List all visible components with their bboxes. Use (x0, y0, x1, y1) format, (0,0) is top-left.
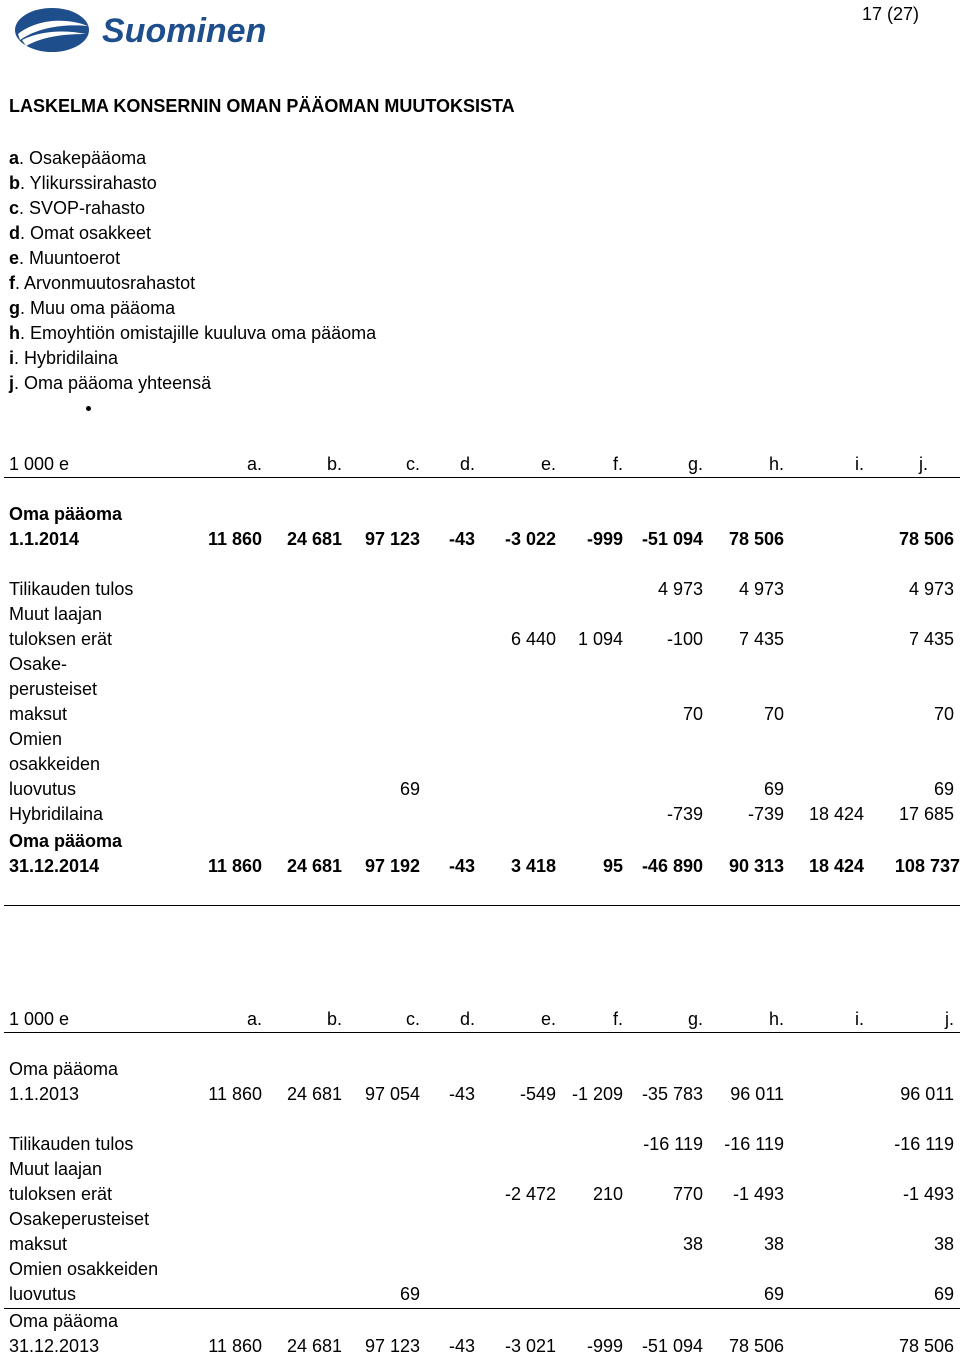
cell-label: luovutus (9, 1284, 77, 1304)
cell-j: 69 (933, 1284, 954, 1304)
cell-h: h. (768, 1009, 784, 1029)
cell-h: 4 973 (738, 579, 784, 599)
cell-g: -51 094 (641, 1336, 703, 1356)
cell-j: -16 119 (894, 1134, 954, 1154)
cell-i: 18 424 (808, 856, 864, 876)
cell-i: i. (855, 1009, 864, 1029)
equity-table-2014 (4, 452, 960, 912)
table-row-closing (4, 1334, 960, 1359)
cell-f: 210 (592, 1184, 623, 1204)
cell-d: -43 (448, 1336, 475, 1356)
equity-table-2013 (4, 1007, 960, 1355)
cell-j: 78 506 (898, 529, 954, 549)
cell-b: b. (326, 454, 342, 474)
cell-g: -16 119 (643, 1134, 703, 1154)
cell-e: e. (540, 1009, 556, 1029)
cell-h: h. (768, 454, 784, 474)
table-row-label: Oma pääoma (9, 504, 123, 524)
cell-j: 70 (933, 704, 954, 724)
cell-b: 24 681 (286, 1336, 342, 1356)
cell-g: -51 094 (641, 529, 703, 549)
cell-h: -1 493 (732, 1184, 784, 1204)
legend-item-b: b. Ylikurssirahasto (9, 173, 157, 193)
cell-label: maksut (9, 704, 68, 724)
cell-h: 78 506 (728, 1336, 784, 1356)
cell-label: 1.1.2014 (9, 529, 80, 549)
legend-item-f: f. Arvonmuutosrahastot (9, 273, 196, 293)
cell-j: 78 506 (898, 1336, 954, 1356)
cell-j: 69 (933, 779, 954, 799)
table-row-label: Muut laajan (9, 604, 103, 624)
cell-a: a. (246, 1009, 262, 1029)
table-header-row (4, 452, 960, 477)
legend-item-e: e. Muuntoerot (9, 248, 121, 268)
table-row-label: Omien (9, 729, 63, 749)
cell-e: 6 440 (510, 629, 556, 649)
cell-label: 1.1.2013 (9, 1084, 80, 1104)
cell-label: tuloksen erät (9, 1184, 113, 1204)
legend-item-a: a. Osakepääoma (9, 148, 147, 168)
logo-wordmark: Suominen (102, 12, 267, 50)
table-row-label: osakkeiden (9, 754, 101, 774)
header-divider (4, 477, 960, 478)
cell-g: 4 973 (657, 579, 703, 599)
suominen-logo (8, 4, 308, 56)
cell-e: e. (540, 454, 556, 474)
cell-d: d. (459, 1009, 475, 1029)
table-row-label: Muut laajan (9, 1159, 103, 1179)
cell-d: -43 (448, 856, 475, 876)
cell-g: -46 890 (641, 856, 703, 876)
cell-b: 24 681 (286, 1084, 342, 1104)
table-row-oci (4, 627, 960, 652)
cell-f: -999 (586, 529, 623, 549)
cell-h: 69 (763, 779, 784, 799)
cell-f: -999 (586, 1336, 623, 1356)
cell-g: 770 (672, 1184, 703, 1204)
table-header-row (4, 1007, 960, 1032)
logo-mark-icon (15, 8, 89, 52)
header-divider (4, 1032, 960, 1033)
cell-h: 38 (763, 1234, 784, 1254)
cell-d: -43 (448, 529, 475, 549)
cell-g: -739 (666, 804, 703, 824)
table-row-closing (4, 854, 960, 879)
cell-h: -16 119 (724, 1134, 784, 1154)
cell-f: f. (612, 454, 623, 474)
table-row-label: perusteiset (9, 679, 98, 699)
bullet-dot (86, 406, 91, 411)
table-row-label: Oma pääoma (9, 1059, 119, 1079)
cell-f: -1 209 (571, 1084, 623, 1104)
cell-label: 31.12.2013 (9, 1336, 100, 1356)
table-row-treasury (4, 1282, 960, 1307)
cell-h: 78 506 (728, 529, 784, 549)
cell-a: 11 860 (207, 529, 262, 549)
cell-c: 97 123 (364, 1336, 420, 1356)
legend-item-c: c. SVOP-rahasto (9, 198, 146, 218)
table-row-opening (4, 527, 960, 552)
cell-a: 11 860 (207, 856, 262, 876)
cell-e: -549 (519, 1084, 556, 1104)
cell-h: 96 011 (730, 1084, 784, 1104)
cell-f: f. (612, 1009, 623, 1029)
cell-c: 69 (399, 1284, 420, 1304)
cell-h: 7 435 (738, 629, 784, 649)
cell-label: Hybridilaina (9, 804, 104, 824)
cell-e: -2 472 (504, 1184, 556, 1204)
cell-label: 1 000 e (9, 1009, 70, 1029)
cell-e: -3 022 (504, 529, 556, 549)
legend-item-j: j. Oma pääoma yhteensä (9, 373, 212, 393)
legend-item-h: h. Emoyhtiön omistajille kuuluva oma pääoma (9, 323, 377, 343)
cell-c: c. (405, 1009, 420, 1029)
page-number: 17 (27) (862, 4, 920, 24)
cell-d: -43 (448, 1084, 475, 1104)
table-row-profit (4, 1132, 960, 1157)
cell-label: 1 000 e (9, 454, 70, 474)
cell-j: j. (919, 454, 928, 474)
cell-a: a. (246, 454, 262, 474)
cell-b: b. (326, 1009, 342, 1029)
cell-c: 97 192 (364, 856, 420, 876)
cell-j: -1 493 (902, 1184, 954, 1204)
cell-label: Tilikauden tulos (9, 579, 134, 599)
cell-g: 38 (682, 1234, 703, 1254)
cell-c: 97 054 (364, 1084, 420, 1104)
cell-g: -100 (666, 629, 703, 649)
cell-h: 90 313 (728, 856, 784, 876)
table-row-hybrid (4, 802, 960, 827)
column-legend (9, 146, 376, 396)
cell-e: -3 021 (504, 1336, 556, 1356)
cell-label: Tilikauden tulos (9, 1134, 134, 1154)
cell-label: luovutus (9, 779, 77, 799)
table-row-label: Osake- (9, 654, 68, 674)
legend-item-i: i. Hybridilaina (9, 348, 119, 368)
cell-g: 70 (682, 704, 703, 724)
cell-j: 7 435 (908, 629, 954, 649)
table-row-oci (4, 1182, 960, 1207)
table-bottom-rule (4, 905, 960, 906)
cell-h: 69 (763, 1284, 784, 1304)
cell-e: 3 418 (510, 856, 556, 876)
table-row-label: Omien osakkeiden (9, 1259, 159, 1279)
table-row-share-based (4, 1232, 960, 1257)
cell-j: 17 685 (898, 804, 954, 824)
cell-h: -739 (747, 804, 784, 824)
cell-j: 38 (933, 1234, 954, 1254)
cell-label: maksut (9, 1234, 68, 1254)
table-row-label: Oma pääoma (9, 831, 123, 851)
cell-j: 4 973 (908, 579, 954, 599)
cell-a: 11 860 (208, 1084, 262, 1104)
cell-f: 95 (602, 856, 623, 876)
cell-a: 11 860 (208, 1336, 262, 1356)
cell-c: c. (405, 454, 420, 474)
table-row-opening (4, 1082, 960, 1107)
cell-d: d. (459, 454, 475, 474)
legend-item-d: d. Omat osakkeet (9, 223, 152, 243)
cell-g: -35 783 (641, 1084, 703, 1104)
table-row-profit (4, 577, 960, 602)
cell-i: 18 424 (808, 804, 864, 824)
cell-g: g. (687, 454, 703, 474)
table-row-treasury (4, 777, 960, 802)
cell-f: 1 094 (577, 629, 623, 649)
cell-i: i. (855, 454, 864, 474)
cell-g: g. (687, 1009, 703, 1029)
cell-c: 97 123 (364, 529, 420, 549)
cell-b: 24 681 (286, 856, 342, 876)
document-title: LASKELMA KONSERNIN OMAN PÄÄOMAN MUUTOKSISTA (9, 96, 515, 116)
cell-b: 24 681 (286, 529, 342, 549)
cell-j: j. (945, 1009, 954, 1029)
cell-label: 31.12.2014 (9, 856, 100, 876)
cell-j: 108 737 (894, 856, 960, 876)
table-row-share-based (4, 702, 960, 727)
table-row-label: Oma pääoma (9, 1311, 119, 1331)
table-row-label: Osakeperusteiset (9, 1209, 150, 1229)
cell-label: tuloksen erät (9, 629, 113, 649)
legend-item-g: g. Muu oma pääoma (9, 298, 176, 318)
cell-h: 70 (763, 704, 784, 724)
cell-c: 69 (399, 779, 420, 799)
cell-j: 96 011 (900, 1084, 954, 1104)
